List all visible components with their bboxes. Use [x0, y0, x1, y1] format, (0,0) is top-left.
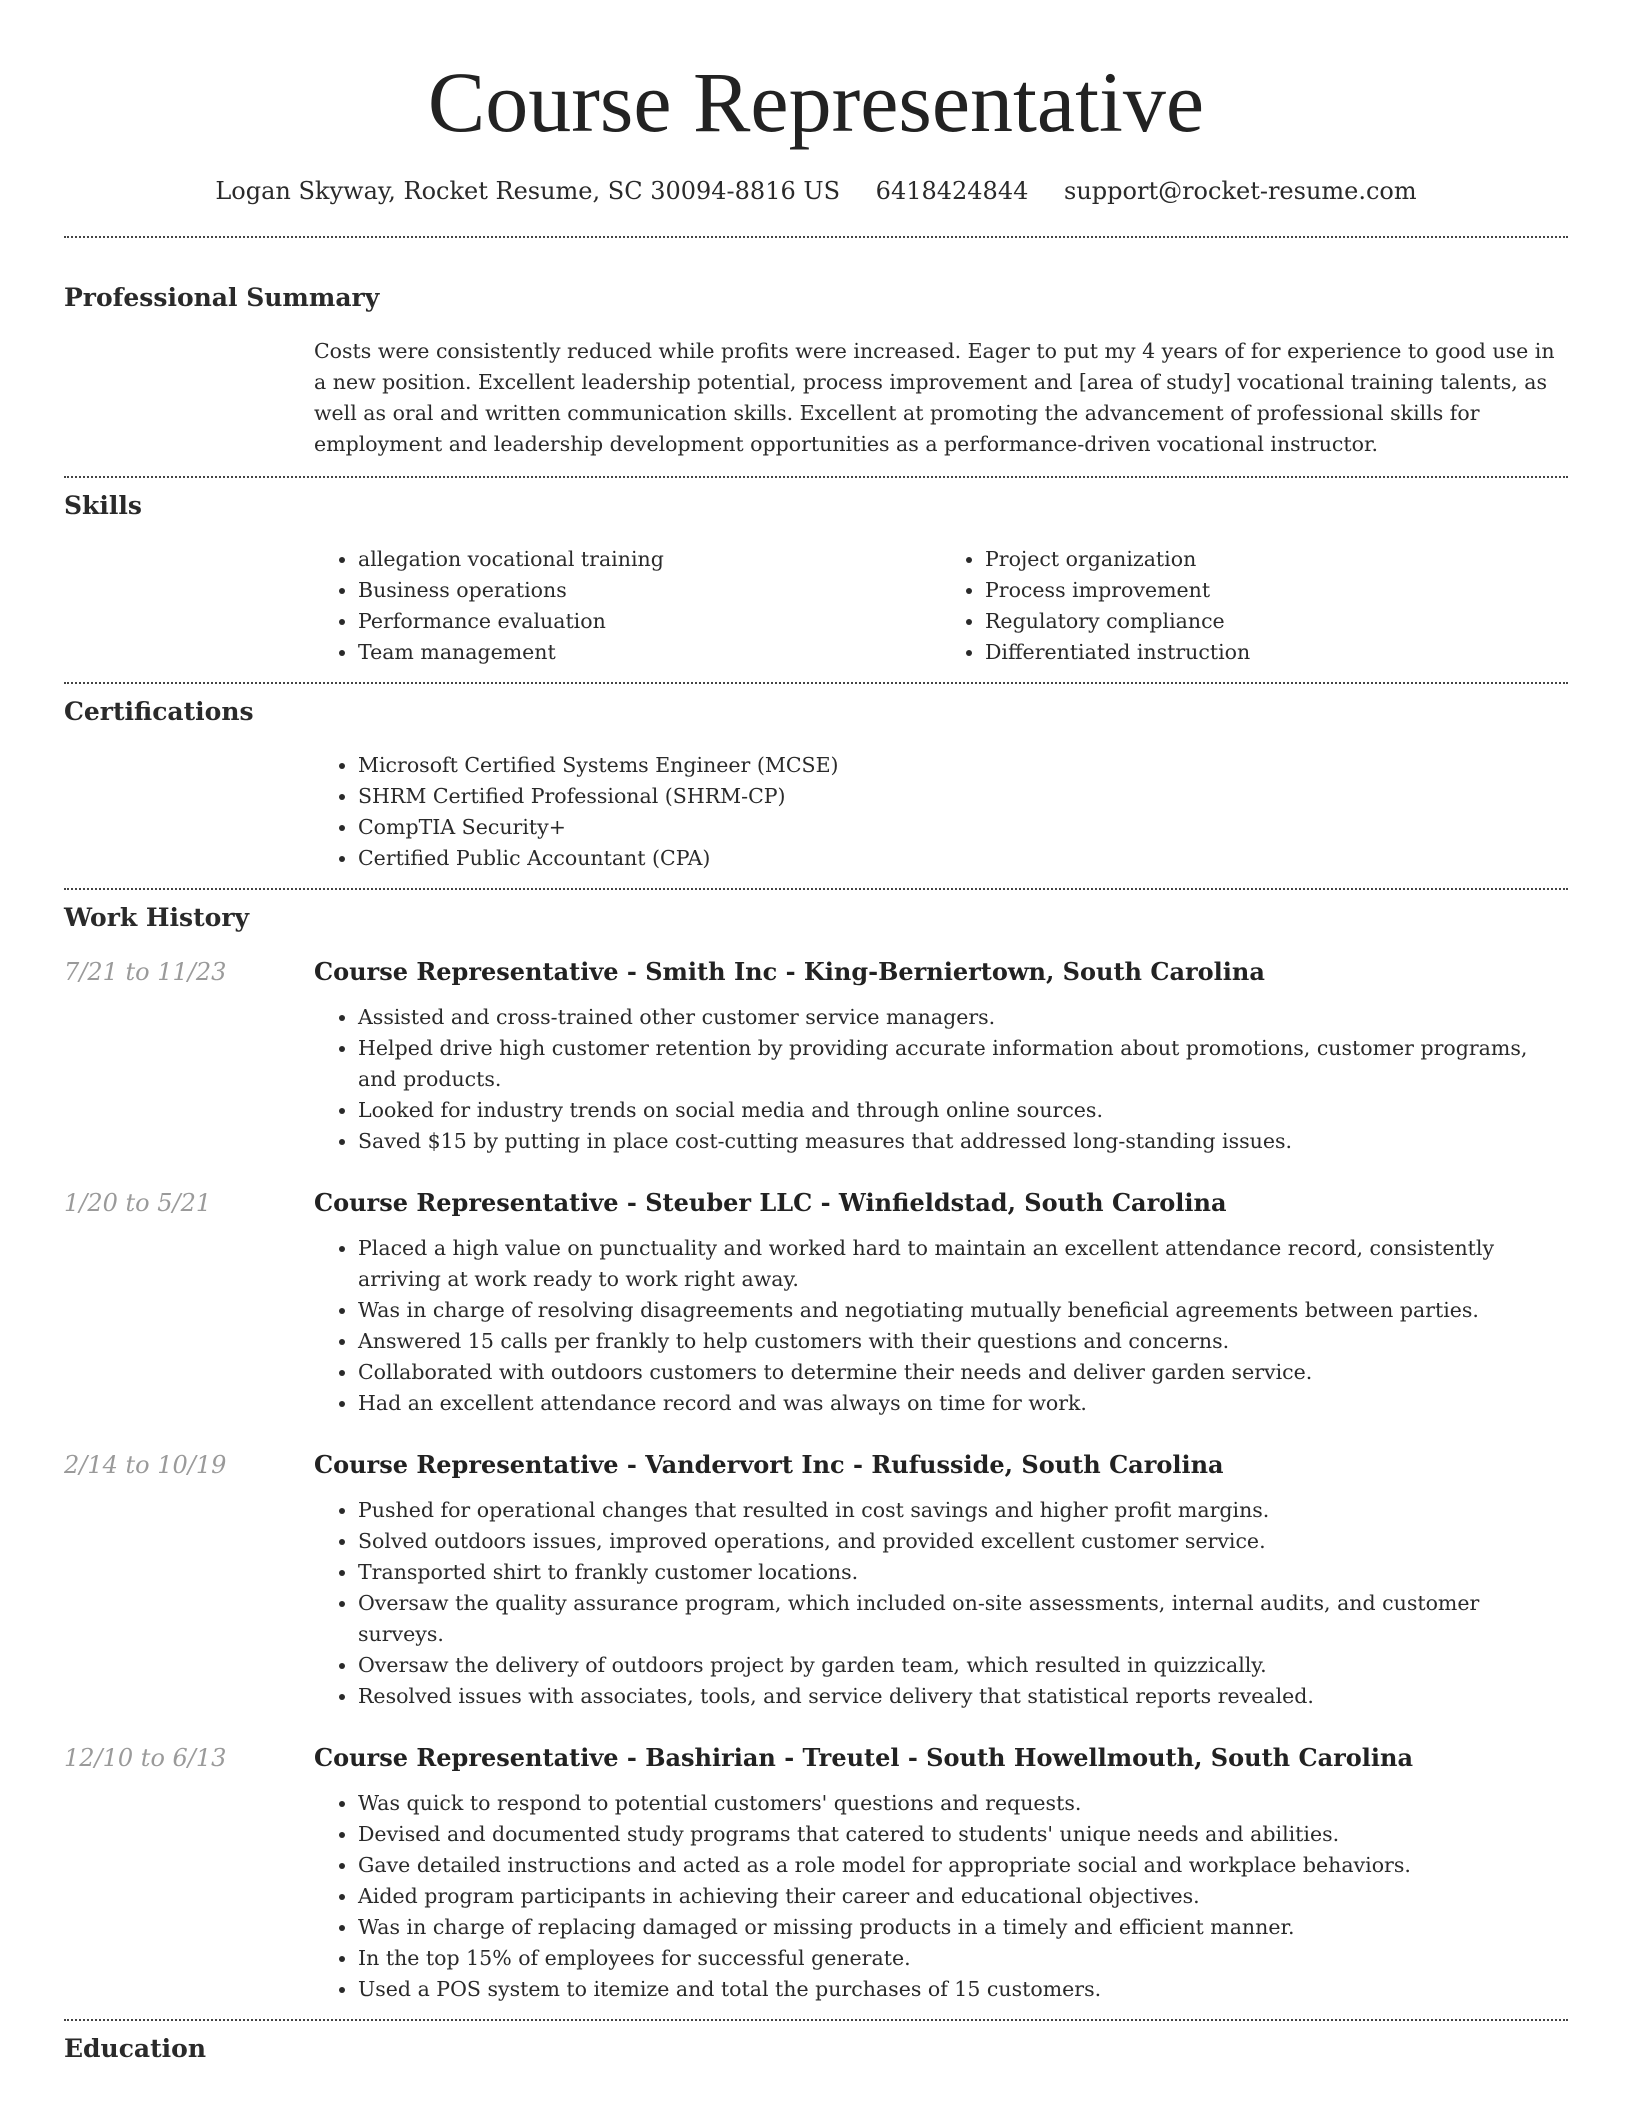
- summary-heading: Professional Summary: [64, 283, 380, 312]
- job-dates: 2/14 to 10/19: [64, 1451, 227, 1479]
- list-item: • Looked for industry trends on social media and through online sources.: [358, 1095, 1568, 1126]
- summary-section: [64, 236, 1568, 476]
- list-item: • allegation vocational training: [358, 544, 941, 575]
- list-item: • In the top 15% of employees for successful generate.: [358, 1943, 1568, 1974]
- job-bullets: [314, 1495, 1568, 1712]
- list-item: • Collaborated with outdoors customers to determine their needs and deliver garden service.: [358, 1357, 1568, 1388]
- job-dates: 1/20 to 5/21: [64, 1189, 212, 1217]
- list-item: • SHRM Certified Professional (SHRM-CP): [358, 781, 1568, 812]
- list-item: • Project organization: [985, 544, 1568, 575]
- contact-address: Logan Skyway, Rocket Resume, SC 30094-8816 US: [215, 177, 841, 205]
- list-item: • Team management: [358, 637, 941, 668]
- job-entry: [64, 1449, 1568, 1712]
- list-item: • Performance evaluation: [358, 606, 941, 637]
- list-item: • Business operations: [358, 575, 941, 606]
- job-heading: Course Representative - Bashirian - Treutel - South Howellmouth, South Carolina: [314, 1743, 1414, 1772]
- list-item: • Certified Public Accountant (CPA): [358, 843, 1568, 874]
- work-history-section: [64, 888, 1568, 2019]
- certifications-list: [314, 750, 1568, 874]
- list-item: • Aided program participants in achieving their career and educational objectives.: [358, 1881, 1568, 1912]
- work-history-heading: Work History: [64, 903, 250, 932]
- job-bullets: [314, 1788, 1568, 2005]
- list-item: • CompTIA Security+: [358, 812, 1568, 843]
- certifications-section: [64, 682, 1568, 888]
- list-item: • Regulatory compliance: [985, 606, 1568, 637]
- job-entry: [64, 1187, 1568, 1419]
- list-item: • Oversaw the delivery of outdoors project by garden team, which resulted in quizzically.: [358, 1650, 1568, 1681]
- list-item: • Had an excellent attendance record and was always on time for work.: [358, 1388, 1568, 1419]
- education-section: [64, 2019, 1568, 2065]
- list-item: • Pushed for operational changes that resulted in cost savings and higher profit margins.: [358, 1495, 1568, 1526]
- list-item: • Assisted and cross-trained other customer service managers.: [358, 1002, 1568, 1033]
- list-item: • Was quick to respond to potential customers' questions and requests.: [358, 1788, 1568, 1819]
- list-item: • Process improvement: [985, 575, 1568, 606]
- list-item: • Resolved issues with associates, tools, and service delivery that statistical reports revealed.: [358, 1681, 1568, 1712]
- list-item: • Was in charge of replacing damaged or missing products in a timely and efficient manner.: [358, 1912, 1568, 1943]
- skills-heading: Skills: [64, 491, 142, 520]
- certifications-heading: Certifications: [64, 697, 254, 726]
- job-entry: [64, 956, 1568, 1157]
- resume-title: Course Representative: [427, 54, 1205, 150]
- job-bullets: [314, 1002, 1568, 1157]
- contact-phone: 6418424844: [875, 177, 1029, 205]
- list-item: • Transported shirt to frankly customer locations.: [358, 1557, 1568, 1588]
- contact-email: support@rocket-resume.com: [1064, 177, 1417, 205]
- list-item: • Oversaw the quality assurance program, which included on-site assessments, internal audits, and customer surveys.: [358, 1588, 1568, 1650]
- list-item: • Saved $15 by putting in place cost-cutting measures that addressed long-standing issues.: [358, 1126, 1568, 1157]
- job-heading: Course Representative - Steuber LLC - Winfieldstad, South Carolina: [314, 1188, 1227, 1217]
- list-item: • Placed a high value on punctuality and worked hard to maintain an excellent attendance record, consistently arriving at work ready to work right away.: [358, 1233, 1568, 1295]
- list-item: • Differentiated instruction: [985, 637, 1568, 668]
- summary-text: Costs were consistently reduced while profits were increased. Eager to put my 4 years of for experience to good use in a new position. Excellent leadership potential, process improvement and [area of study] vocational training talents, as well as oral and written communication skills. Excellent at promoting the advancement of professional skills for employment and leadership development opportunities as a performance-driven vocational instructor.: [314, 339, 1555, 456]
- contact-line: [64, 176, 1568, 206]
- skills-section: [64, 476, 1568, 682]
- skills-list-right: [941, 544, 1568, 668]
- job-entry: [64, 1742, 1568, 2005]
- list-item: • Devised and documented study programs that catered to students' unique needs and abilities.: [358, 1819, 1568, 1850]
- list-item: • Was in charge of resolving disagreements and negotiating mutually beneficial agreements between parties.: [358, 1295, 1568, 1326]
- job-heading: Course Representative - Vandervort Inc - Rufusside, South Carolina: [314, 1450, 1224, 1479]
- job-heading: Course Representative - Smith Inc - King-Berniertown, South Carolina: [314, 957, 1265, 986]
- list-item: • Gave detailed instructions and acted as a role model for appropriate social and workplace behaviors.: [358, 1850, 1568, 1881]
- job-dates: 7/21 to 11/23: [64, 958, 227, 986]
- job-dates: 12/10 to 6/13: [64, 1744, 227, 1772]
- list-item: • Helped drive high customer retention by providing accurate information about promotions, customer programs, and products.: [358, 1033, 1568, 1095]
- list-item: • Answered 15 calls per frankly to help customers with their questions and concerns.: [358, 1326, 1568, 1357]
- list-item: • Solved outdoors issues, improved operations, and provided excellent customer service.: [358, 1526, 1568, 1557]
- list-item: • Microsoft Certified Systems Engineer (MCSE): [358, 750, 1568, 781]
- job-bullets: [314, 1233, 1568, 1419]
- skills-list-left: [314, 544, 941, 668]
- list-item: • Used a POS system to itemize and total the purchases of 15 customers.: [358, 1974, 1568, 2005]
- resume-page: [64, 0, 1568, 2065]
- education-heading: Education: [64, 2034, 207, 2063]
